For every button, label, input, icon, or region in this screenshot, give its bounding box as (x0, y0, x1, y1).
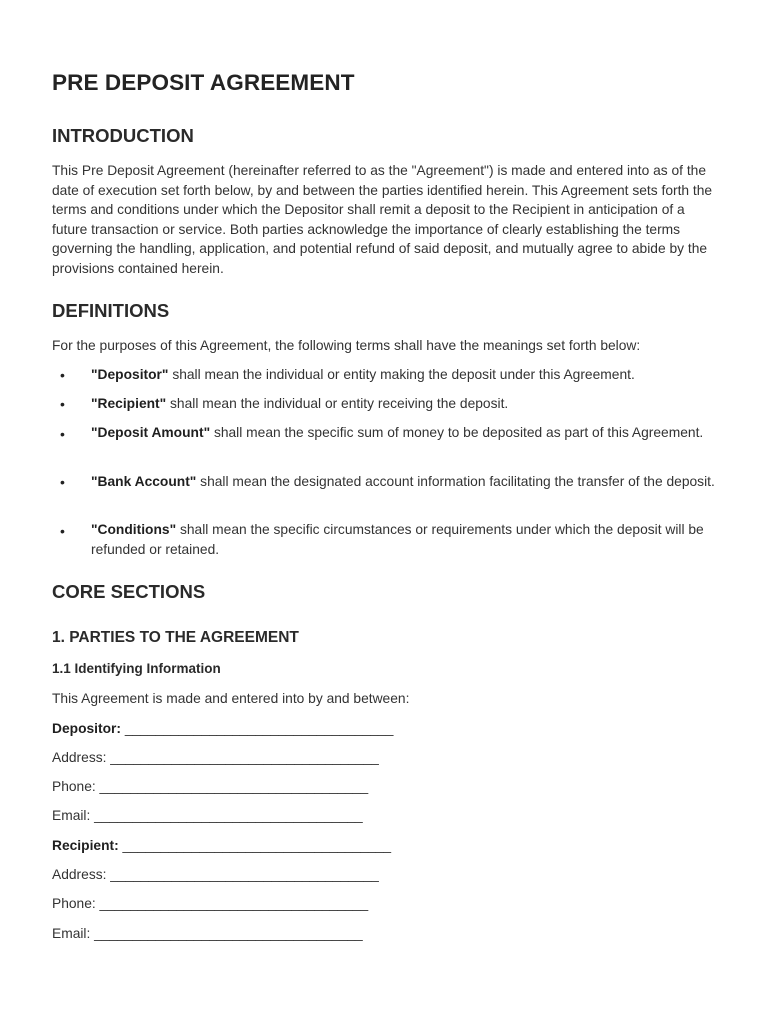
definition-term: "Depositor" (91, 367, 169, 382)
recipient-phone-field[interactable]: Phone: ___________________________________ (52, 896, 369, 911)
definition-term: "Deposit Amount" (91, 425, 211, 440)
document-title: PRE DEPOSIT AGREEMENT (52, 70, 355, 95)
depositor-address-field[interactable]: Address: ___________________________________ (52, 750, 379, 765)
depositor-name-blank: ___________________________________ (121, 721, 394, 736)
definition-text: shall mean the designated account information facilitating the transfer of the deposit. (196, 474, 715, 489)
subsection-1-1-heading: 1.1 Identifying Information (52, 661, 221, 676)
definition-item-depositor (91, 365, 721, 385)
definition-item-recipient (91, 394, 721, 414)
definitions-intro: For the purposes of this Agreement, the following terms shall have the meanings set forth below: (52, 338, 641, 353)
definition-term: "Recipient" (91, 396, 167, 411)
definition-text: shall mean the specific sum of money to be deposited as part of this Agreement. (210, 425, 704, 440)
depositor-name-field[interactable] (52, 719, 393, 739)
section-1-heading: 1. PARTIES TO THE AGREEMENT (52, 629, 299, 646)
introduction-heading: INTRODUCTION (52, 125, 194, 146)
depositor-email-field[interactable]: Email: ___________________________________ (52, 808, 363, 823)
definition-text: shall mean the individual or entity making the deposit under this Agreement. (168, 367, 635, 382)
definition-term: "Bank Account" (91, 474, 197, 489)
definitions-heading: DEFINITIONS (52, 300, 170, 321)
recipient-name-blank: ___________________________________ (118, 838, 392, 853)
introduction-paragraph: This Pre Deposit Agreement (hereinafter referred to as the "Agreement") is made and entered into as of the date of execution set forth below, by and between the parties identified herein. This Agreement sets forth the terms and conditions under which the Depositor shall remit a deposit to the Recipient in anticipation of a future transaction or service. Both parties acknowledge the importance of clearly establishing the terms governing the handling, application, and potential refund of said deposit, and mutually agree to abide by the provisions contained herein. (52, 163, 713, 276)
bullet-icon: • (60, 367, 65, 383)
bullet-icon: • (60, 474, 65, 490)
parties-intro: This Agreement is made and entered into by and between: (52, 691, 410, 706)
recipient-name-field[interactable] (52, 836, 391, 856)
recipient-email-field[interactable]: Email: ___________________________________ (52, 926, 363, 941)
definition-item-conditions (91, 520, 721, 559)
bullet-icon: • (60, 426, 65, 442)
recipient-address-field[interactable]: Address: ___________________________________ (52, 867, 379, 882)
bullet-icon: • (60, 523, 65, 539)
definition-text: shall mean the specific circumstances or requirements under which the deposit will be refunded or retained. (91, 522, 704, 557)
recipient-label: Recipient: (52, 838, 119, 853)
definition-term: "Conditions" (91, 522, 177, 537)
depositor-label: Depositor: (52, 721, 121, 736)
definition-item-bank-account (91, 472, 721, 492)
core-sections-heading: CORE SECTIONS (52, 581, 206, 602)
depositor-phone-field[interactable]: Phone: ___________________________________ (52, 779, 369, 794)
bullet-icon: • (60, 396, 65, 412)
definition-text: shall mean the individual or entity receiving the deposit. (166, 396, 509, 411)
definition-item-deposit-amount (91, 423, 721, 443)
